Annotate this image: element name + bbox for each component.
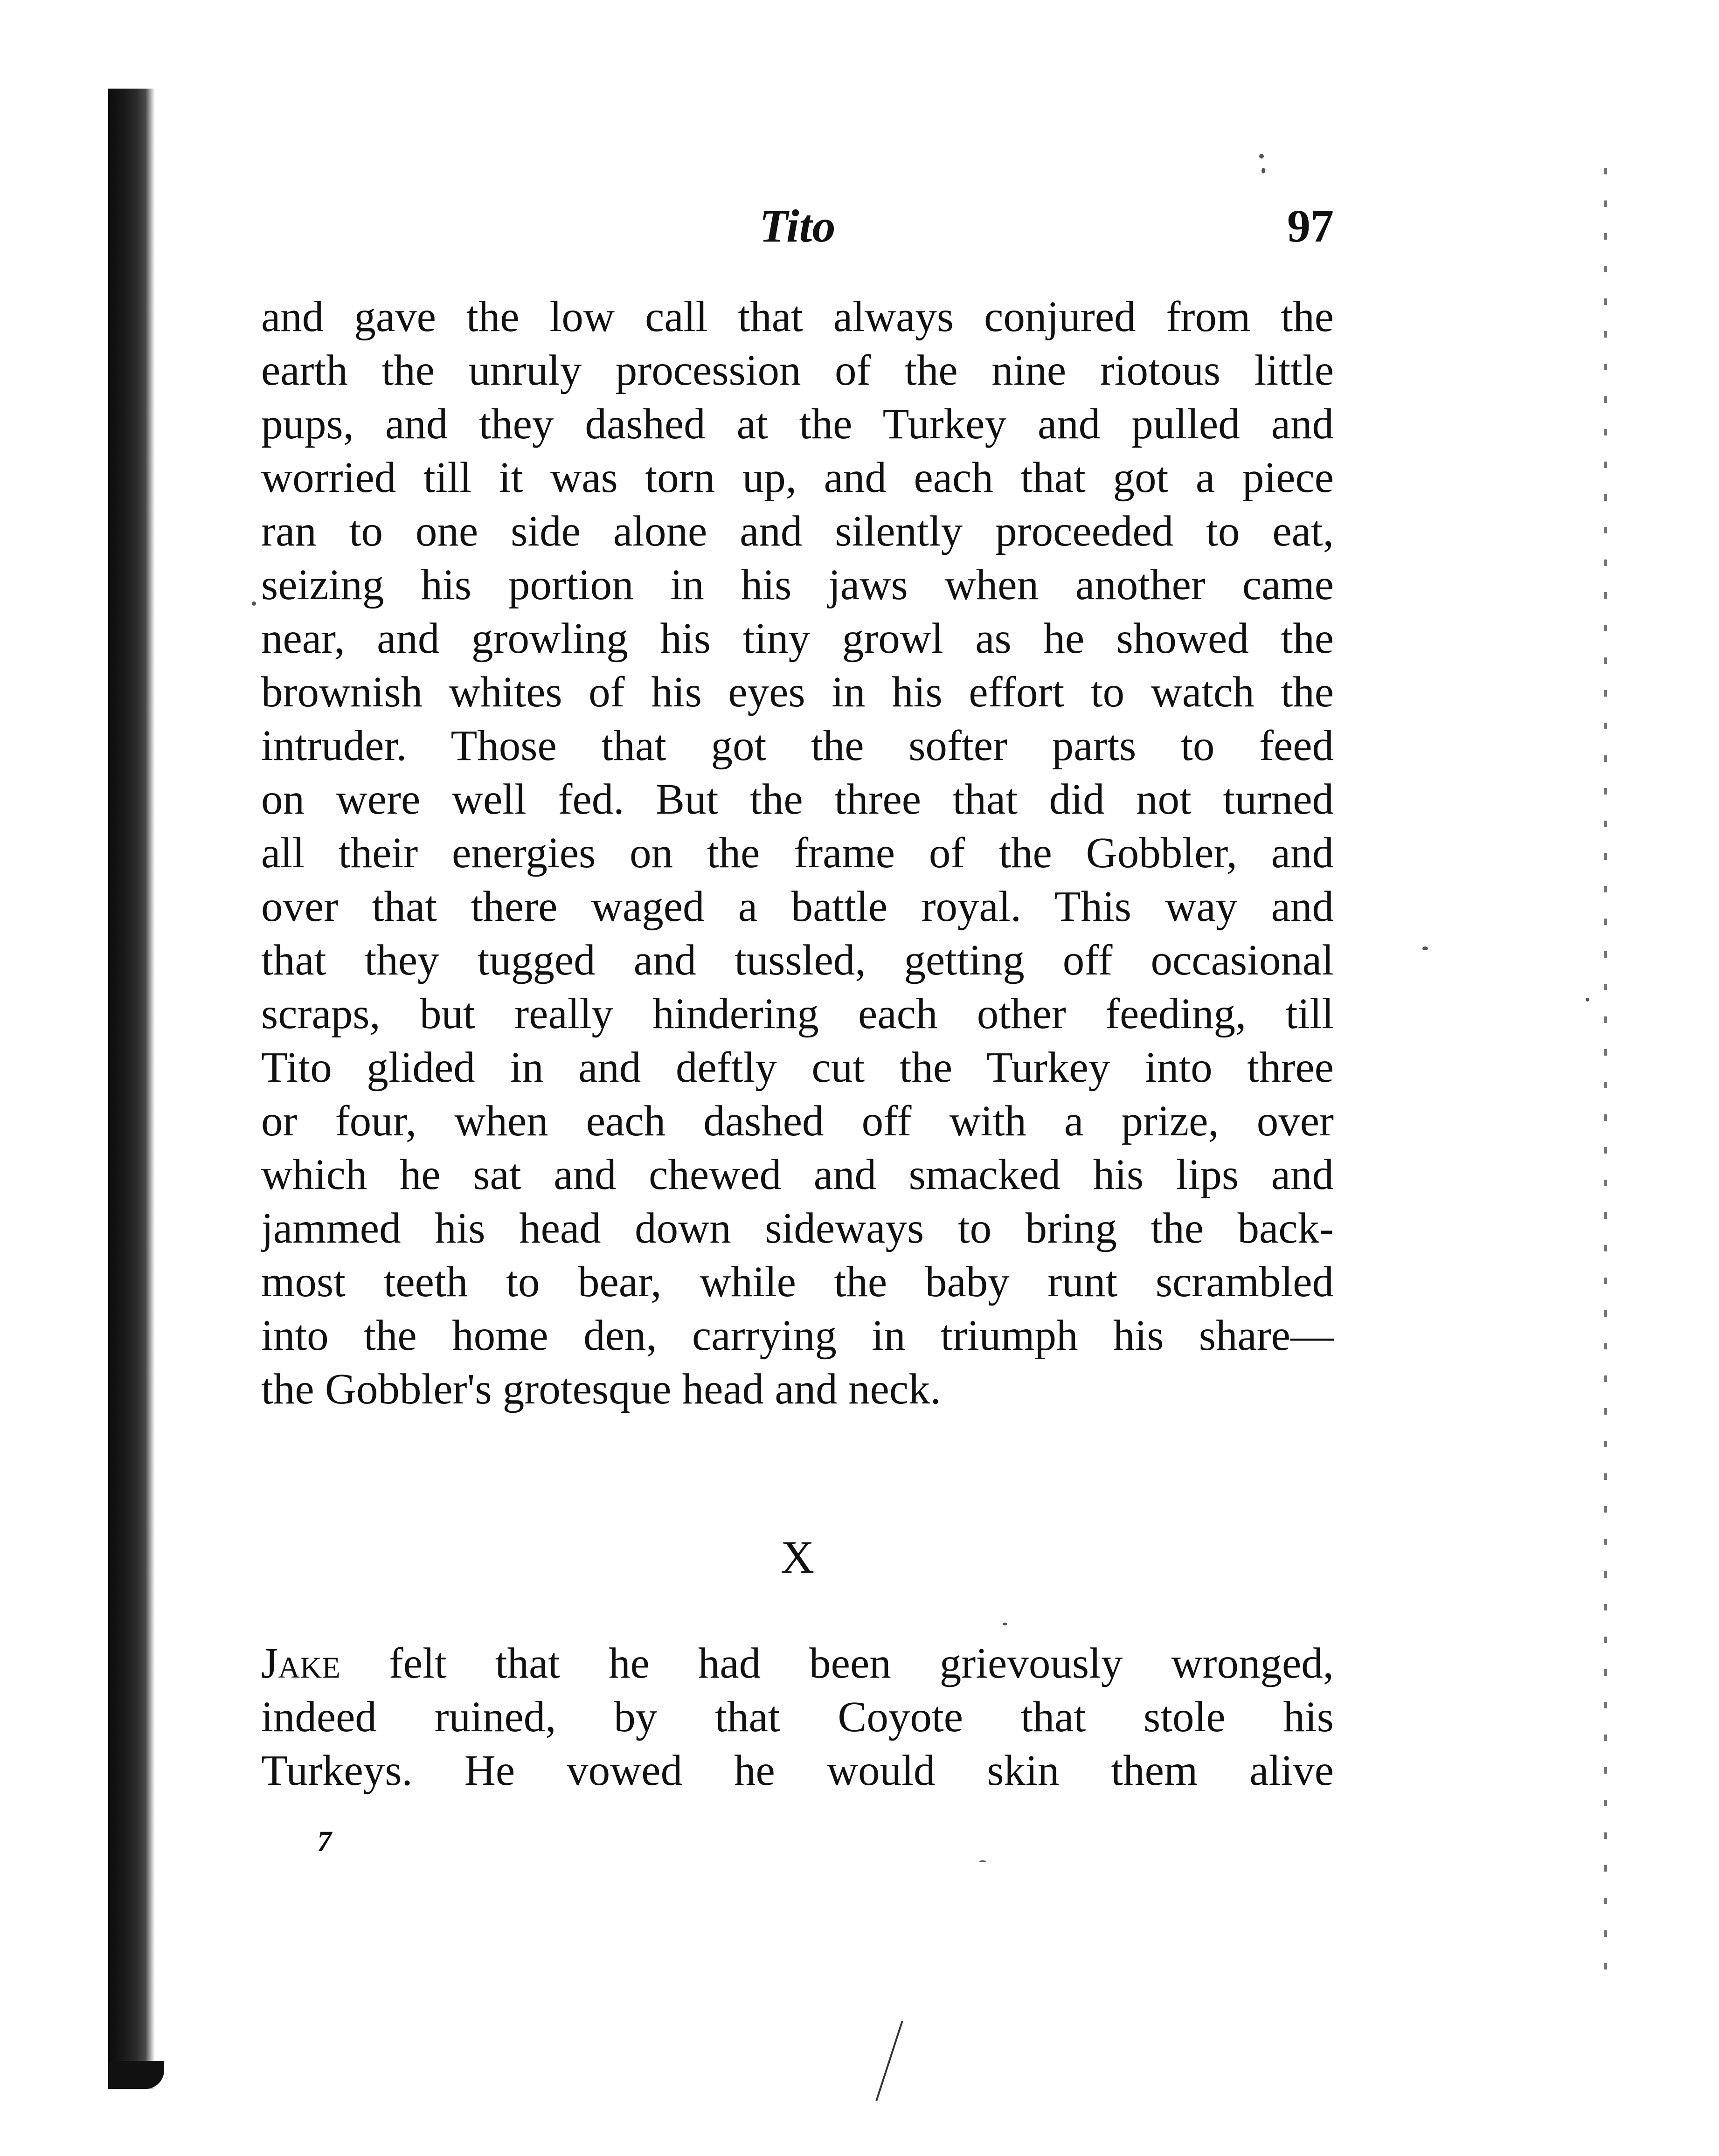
page-header [261,184,1334,268]
text-line: brownish whites of his eyes in his effort to watch the [261,668,1334,716]
text-line: jammed his head down sideways to bring the back- [261,1204,1334,1252]
text-line: the Gobbler's grotesque head and neck. [261,1365,941,1413]
scan-speck [979,1860,986,1862]
text-line: and gave the low call that always conjured from the [261,293,1334,341]
text-line: that they tugged and tussled, getting off occasional [261,936,1334,984]
signature-mark: 7 [317,1826,332,1858]
page-number: 97 [1287,200,1334,252]
text-line: or four, when each dashed off with a prize, over [261,1097,1334,1145]
book-spine-shadow [108,89,155,2089]
scan-speck [1262,168,1265,173]
text-line: near, and growling his tiny growl as he showed the [261,615,1334,663]
text-line: seizing his portion in his jaws when another came [261,561,1334,609]
body-paragraph-bottom [261,1637,1334,1797]
text-line: most teeth to bear, while the baby runt scrambled [261,1258,1334,1306]
scan-speck [252,601,256,606]
running-title: Tito [759,200,836,252]
text-line [261,1637,1334,1690]
scan-speck [1422,947,1428,950]
text-line: intruder. Those that got the softer parts to feed [261,722,1334,770]
section-heading: X [780,1531,815,1583]
text-line: earth the unruly procession of the nine riotous little [261,346,1334,394]
scan-speck [1259,154,1264,159]
small-caps-name: Jake [261,1639,340,1687]
text-line: Tito glided in and deftly cut the Turkey into three [261,1043,1334,1092]
book-spine-foot [108,2061,164,2089]
page-right-edge-marks [1604,168,1607,1986]
text-line: over that there waged a battle royal. This way and [261,883,1334,931]
text-line: indeed ruined, by that Coyote that stole his [261,1693,1334,1741]
text-line: which he sat and chewed and smacked his lips and [261,1151,1334,1199]
text-line: into the home den, carrying in triumph his share— [261,1312,1334,1360]
scan-speck [1003,1623,1007,1625]
text-line: worried till it was torn up, and each that got a piece [261,454,1334,502]
text-line: scraps, but really hindering each other feeding, till [261,990,1334,1038]
body-paragraph-top [261,290,1334,1416]
text-line: on were well fed. But the three that did not turned [261,775,1334,823]
text-line: pups, and they dashed at the Turkey and pulled and [261,400,1334,448]
scan-stroke [875,2021,903,2101]
text-line: all their energies on the frame of the Gobbler, and [261,829,1334,877]
text-line: ran to one side alone and silently proceeded to eat, [261,507,1334,555]
text-line-rest: felt that he had been grievously wronged, [340,1639,1334,1687]
text-line: Turkeys. He vowed he would skin them alive [261,1747,1334,1795]
scan-speck [1586,998,1589,1002]
